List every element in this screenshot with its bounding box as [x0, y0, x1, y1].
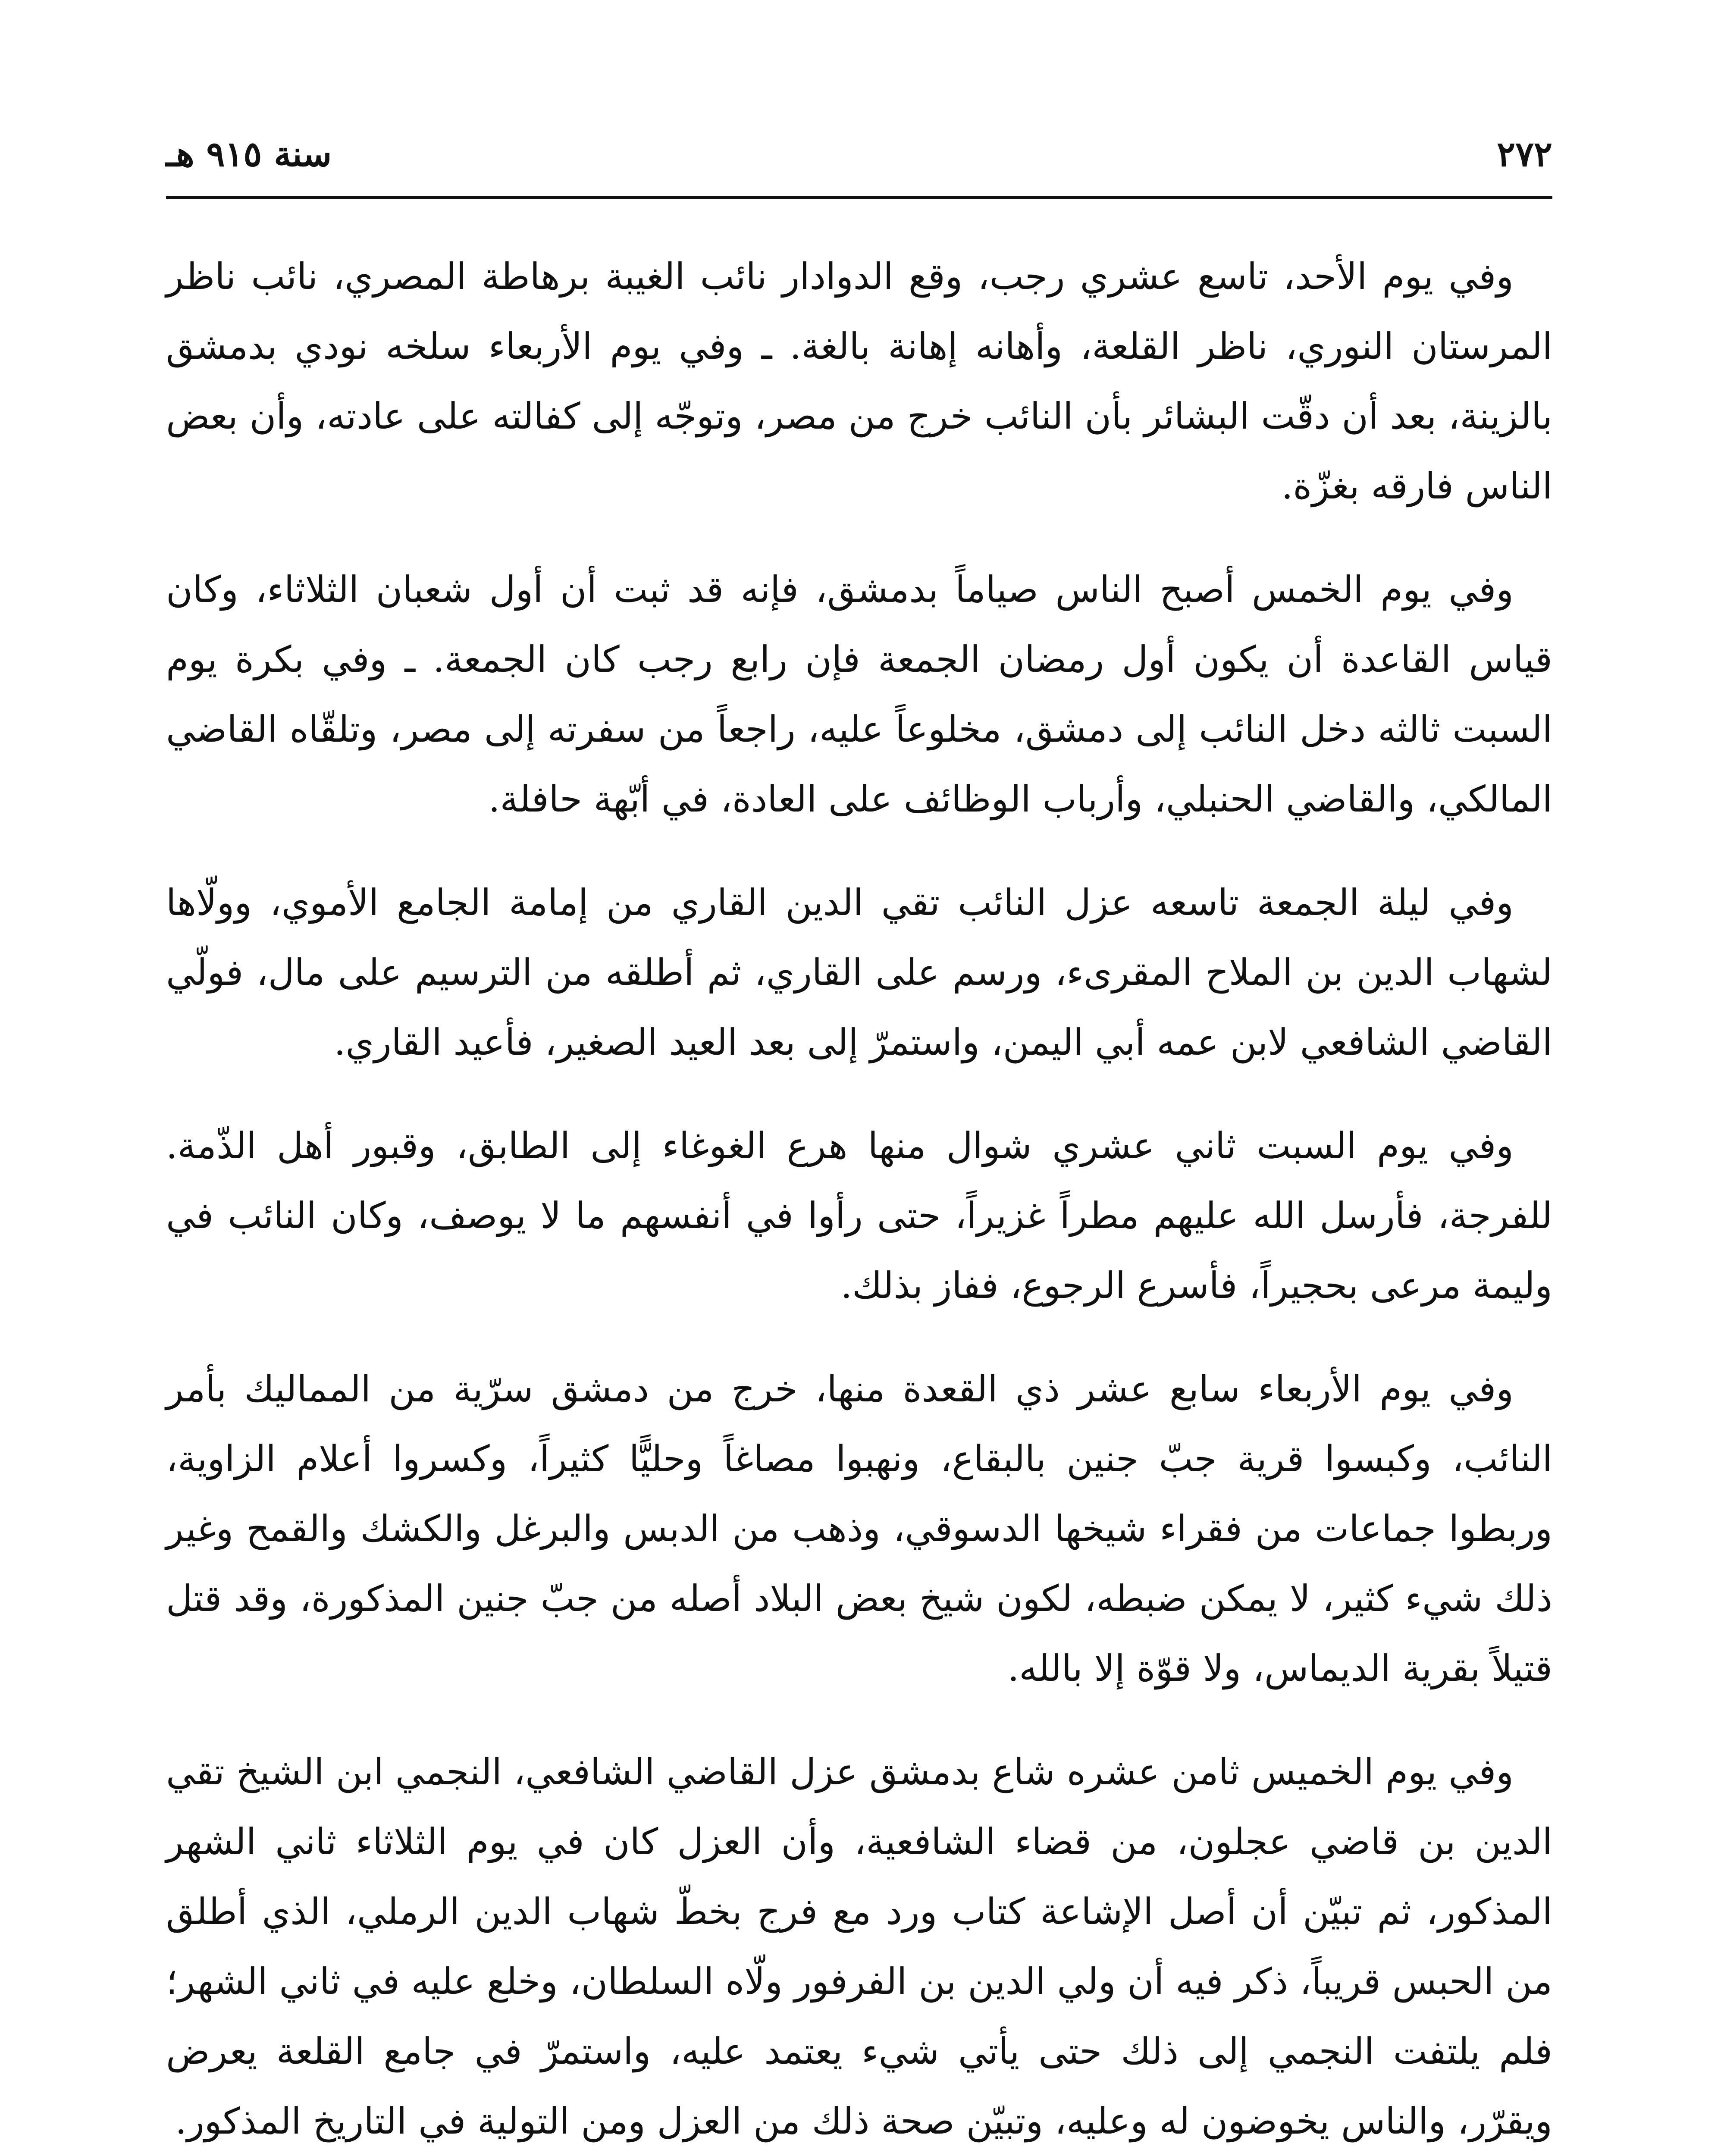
paragraph-6: وفي يوم الخميس ثامن عشره شاع بدمشق عزل القاضي الشافعي، النجمي ابن الشيخ تقي الدين بن قاضي عجلون، من قضاء الشافعية، وأن العزل كان في يوم الثلاثاء ثاني الشهر المذكور، ثم تبيّن أن أصل الإشاعة كتاب ورد مع فرج بخطّ شهاب الدين الرملي، الذي أطلق من الحبس قريباً، ذكر فيه أن ولي الدين بن الفرفور ولّاه السلطان، وخلع عليه في ثاني الشهر؛ فلم يلتفت النجمي إلى ذلك حتى يأتي شيء يعتمد عليه، واستمرّ في جامع القلعة يعرض ويقرّر، والناس يخوضون له وعليه، وتبيّن صحة ذلك من العزل ومن التولية في التاريخ المذكور.	[166, 1751, 1552, 2142]
running-title: سنة ٩١٥ هـ	[166, 134, 332, 174]
paragraph-1: وفي يوم الأحد، تاسع عشري رجب، وقع الدوادار نائب الغيبة برهاطة المصري، نائب ناظر المرستان النوري، ناظر القلعة، وأهانه إهانة بالغة. ـ وفي يوم الأربعاء سلخه نودي بدمشق بالزينة، بعد أن دقّت البشائر بأن النائب خرج من مصر، وتوجّه إلى كفالته على عادته، وأن بعض الناس فارقه بغزّة.	[166, 255, 1552, 507]
page-header	[166, 129, 1552, 194]
paragraph-3: وفي ليلة الجمعة تاسعه عزل النائب تقي الدين القاري من إمامة الجامع الأموي، وولّاها لشهاب الدين بن الملاح المقرىء، ورسم على القاري، ثم أطلقه من الترسيم على مال، فولّي القاضي الشافعي لابن عمه أبي اليمن، واستمرّ إلى بعد العيد الصغير، فأعيد القاري.	[166, 881, 1552, 1063]
paragraph-5: وفي يوم الأربعاء سابع عشر ذي القعدة منها، خرج من دمشق سرّية من المماليك بأمر النائب، وكبسوا قرية جبّ جنين بالبقاع، ونهبوا مصاغاً وحليًّا كثيراً، وكسروا أعلام الزاوية، وربطوا جماعات من فقراء شيخها الدسوقي، وذهب من الدبس والبرغل والكشك والقمح وغير ذلك شيء كثير، لا يمكن ضبطه، لكون شيخ بعض البلاد أصله من جبّ جنين المذكورة، وقد قتل قتيلاً بقرية الديماس، ولا قوّة إلا بالله.	[166, 1368, 1552, 1689]
paragraph-4: وفي يوم السبت ثاني عشري شوال منها هرع الغوغاء إلى الطابق، وقبور أهل الذّمة. للفرجة، فأرسل الله عليهم مطراً غزيراً، حتى رأوا في أنفسهم ما لا يوصف، وكان النائب في وليمة مرعى بحجيراً، فأسرع الرجوع، ففاز بذلك.	[166, 1125, 1552, 1307]
page-number: ٢٧٢	[1497, 134, 1552, 174]
header-divider	[166, 196, 1552, 199]
body-text	[166, 241, 1552, 2156]
paragraph-2: وفي يوم الخمس أصبح الناس صياماً بدمشق، فإنه قد ثبت أن أول شعبان الثلاثاء، وكان قياس القاعدة أن يكون أول رمضان الجمعة فإن رابع رجب كان الجمعة. ـ وفي بكرة يوم السبت ثالثه دخل النائب إلى دمشق، مخلوعاً عليه، راجعاً من سفرته إلى مصر، وتلقّاه القاضي المالكي، والقاضي الحنبلي، وأرباب الوظائف على العادة، في أبّهة حافلة.	[166, 568, 1552, 820]
